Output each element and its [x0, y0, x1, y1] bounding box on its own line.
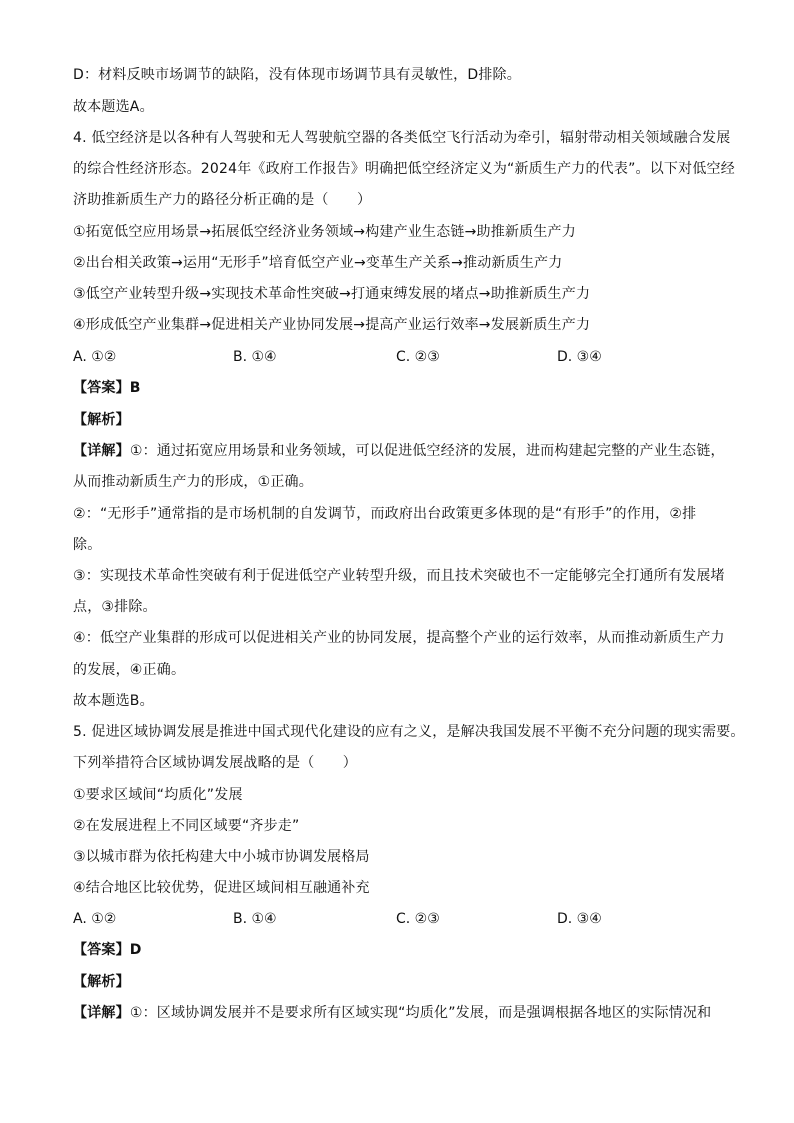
q4-stem-line-1: 4. 低空经济是以各种有人驾驶和无人驾驶航空器的各类低空飞行活动为牵引，辐射带动相关领域融合发展 [73, 130, 731, 146]
q4-detail-1a [73, 442, 725, 460]
q3-conclusion: 故本题选A。 [73, 99, 154, 115]
q4-detail-1a-text: ①：通过拓宽应用场景和业务领域，可以促进低空经济的发展，进而构建起完整的产业生态链， [129, 443, 725, 459]
q5-detail-1a-text: ①：区域协调发展并不是要求所有区域实现“均质化”发展，而是强调根据各地区的实际情况和 [129, 1005, 712, 1021]
q4-detail-4b: 的发展，④正确。 [73, 662, 186, 678]
q4-detail-4a: ④：低空产业集群的形成可以促进相关产业的协同发展，提高整个产业的运行效率，从而推动新质生产力 [73, 630, 725, 646]
q5-option-c: C. ②③ [396, 911, 440, 927]
q3-option-d-analysis: D：材料反映市场调节的缺陷，没有体现市场调节具有灵敏性，D排除。 [73, 67, 521, 83]
q4-detail-1b: 从而推动新质生产力的形成，①正确。 [73, 474, 313, 490]
q4-item-4: ④形成低空产业集群→促进相关产业协同发展→提高产业运行效率→发展新质生产力 [73, 317, 591, 333]
q5-option-a: A. ①② [73, 911, 117, 927]
q4-analysis-heading: 【解析】 [73, 412, 130, 428]
q5-analysis-heading: 【解析】 [73, 974, 130, 990]
q4-stem-line-2: 的综合性经济形态。2024年《政府工作报告》明确把低空经济定义为“新质生产力的代表”。以下对低空经 [73, 161, 735, 177]
q4-detail-2b: 除。 [73, 537, 102, 553]
q5-item-3: ③以城市群为依托构建大中小城市协调发展格局 [73, 849, 370, 865]
q5-detail-label: 【详解】 [73, 1005, 130, 1021]
q5-stem-line-2: 下列举措符合区域协调发展战略的是（ ） [73, 755, 357, 771]
q4-detail-3a: ③：实现技术革命性突破有利于促进低空产业转型升级，而且技术突破也不一定能够完全打通所有发展堵 [73, 568, 725, 584]
q5-item-1: ①要求区域间“均质化”发展 [73, 787, 243, 803]
q5-item-4: ④结合地区比较优势，促进区域间相互融通补充 [73, 880, 370, 896]
q4-option-b: B. ①④ [233, 349, 277, 365]
q5-option-d: D. ③④ [557, 911, 602, 927]
q4-conclusion: 故本题选B。 [73, 693, 154, 709]
q5-answer: 【答案】D [73, 942, 142, 958]
q4-item-2: ②出台相关政策→运用“无形手”培育低空产业→变革生产关系→推动新质生产力 [73, 255, 563, 271]
q4-item-1: ①拓宽低空应用场景→拓展低空经济业务领域→构建产业生态链→助推新质生产力 [73, 224, 576, 240]
q5-item-2: ②在发展进程上不同区域要“齐步走” [73, 818, 300, 834]
q4-answer: 【答案】B [73, 380, 141, 396]
q4-stem-line-3: 济助推新质生产力的路径分析正确的是（ ） [73, 192, 372, 208]
q4-option-a: A. ①② [73, 349, 117, 365]
q4-detail-2a: ②：“无形手”通常指的是市场机制的自发调节，而政府出台政策更多体现的是“有形手”的作用，②排 [73, 506, 697, 522]
q5-detail-1a [73, 1004, 711, 1022]
q4-option-d: D. ③④ [557, 349, 602, 365]
q5-option-b: B. ①④ [233, 911, 277, 927]
q5-stem-line-1: 5. 促进区域协调发展是推进中国式现代化建设的应有之义，是解决我国发展不平衡不充分问题的现实需要。 [73, 724, 745, 740]
q4-option-c: C. ②③ [396, 349, 440, 365]
q4-detail-3b: 点，③排除。 [73, 599, 157, 615]
q4-item-3: ③低空产业转型升级→实现技术革命性突破→打通束缚发展的堵点→助推新质生产力 [73, 286, 591, 302]
q4-detail-label: 【详解】 [73, 443, 130, 459]
